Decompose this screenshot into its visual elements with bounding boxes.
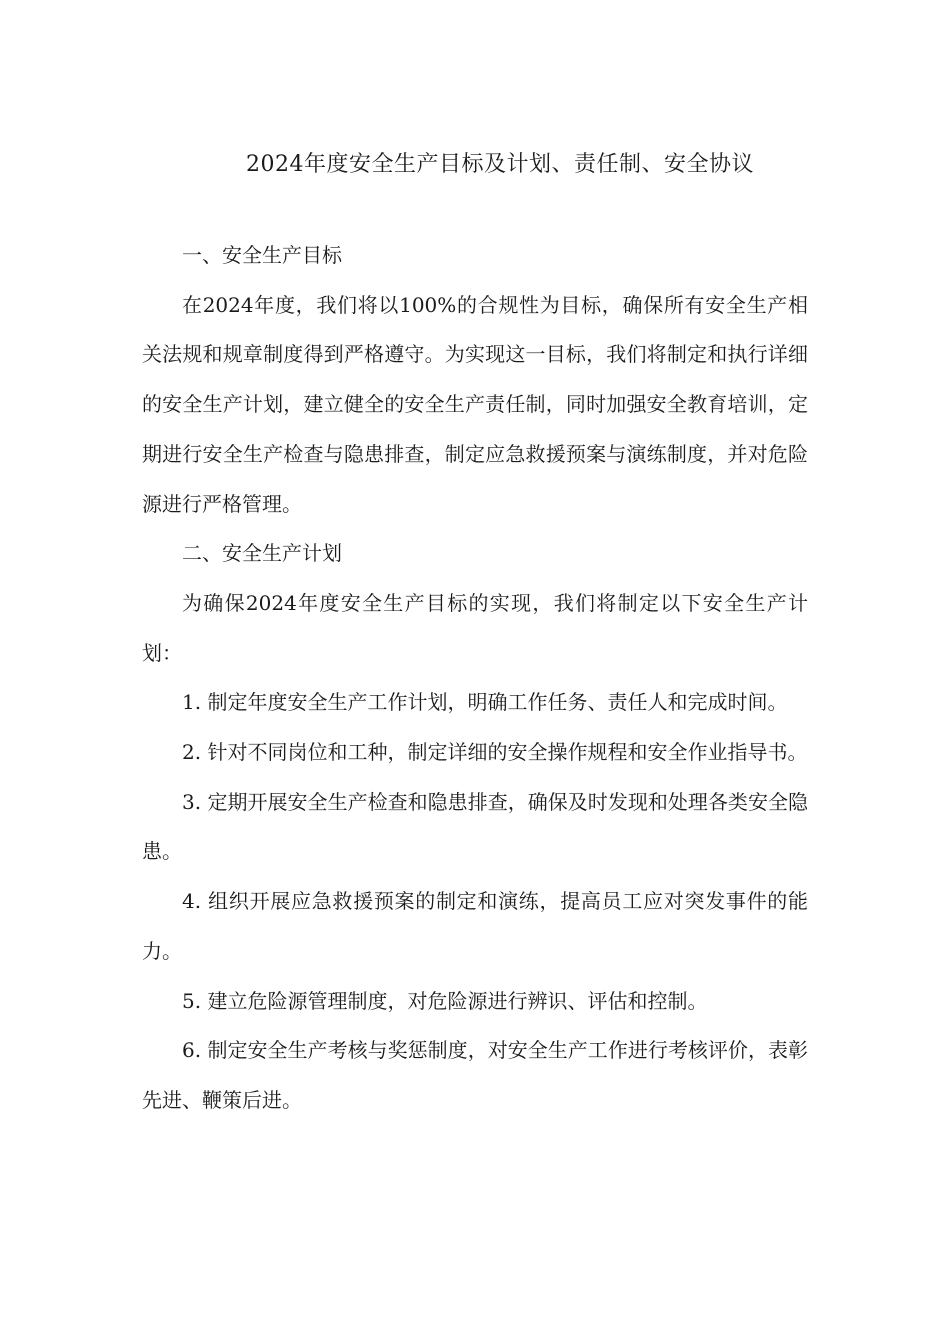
paragraph-plan-intro: 为确保2024年度安全生产目标的实现，我们将制定以下安全生产计划： xyxy=(142,590,808,665)
plan-item-4: 4. 组织开展应急救援预案的制定和演练，提高员工应对突发事件的能力。 xyxy=(142,889,808,963)
plan-item-5: 5. 建立危险源管理制度，对危险源进行辨识、评估和控制。 xyxy=(182,988,708,1013)
document-title: 2024年度安全生产目标及计划、责任制、安全协议 xyxy=(246,152,754,177)
section-heading-safety-plan: 二、安全生产计划 xyxy=(182,541,342,566)
section-heading-safety-goals: 一、安全生产目标 xyxy=(182,243,342,267)
plan-item-6: 6. 制定安全生产考核与奖惩制度，对安全生产工作进行考核评价，表彰先进、鞭策后进。 xyxy=(142,1038,808,1112)
document-body xyxy=(142,231,808,1126)
plan-item-3: 3. 定期开展安全生产检查和隐患排查，确保及时发现和处理各类安全隐患。 xyxy=(142,789,808,864)
plan-item-1: 1. 制定年度安全生产工作计划，明确工作任务、责任人和完成时间。 xyxy=(182,690,788,715)
paragraph-safety-goals: 在2024年度，我们将以100%的合规性为目标，确保所有安全生产相关法规和规章制度得到严格遵守。为实现这一目标，我们将制定和执行详细的安全生产计划，建立健全的安全生产责任制，同时加强安全教育培训，定期进行安全生产检查与隐患排查，制定应急救援预案与演练制度，并对危险源进行严格管理。 xyxy=(142,292,808,516)
plan-item-2: 2. 针对不同岗位和工种，制定详细的安全操作规程和安全作业指导书。 xyxy=(182,740,808,765)
